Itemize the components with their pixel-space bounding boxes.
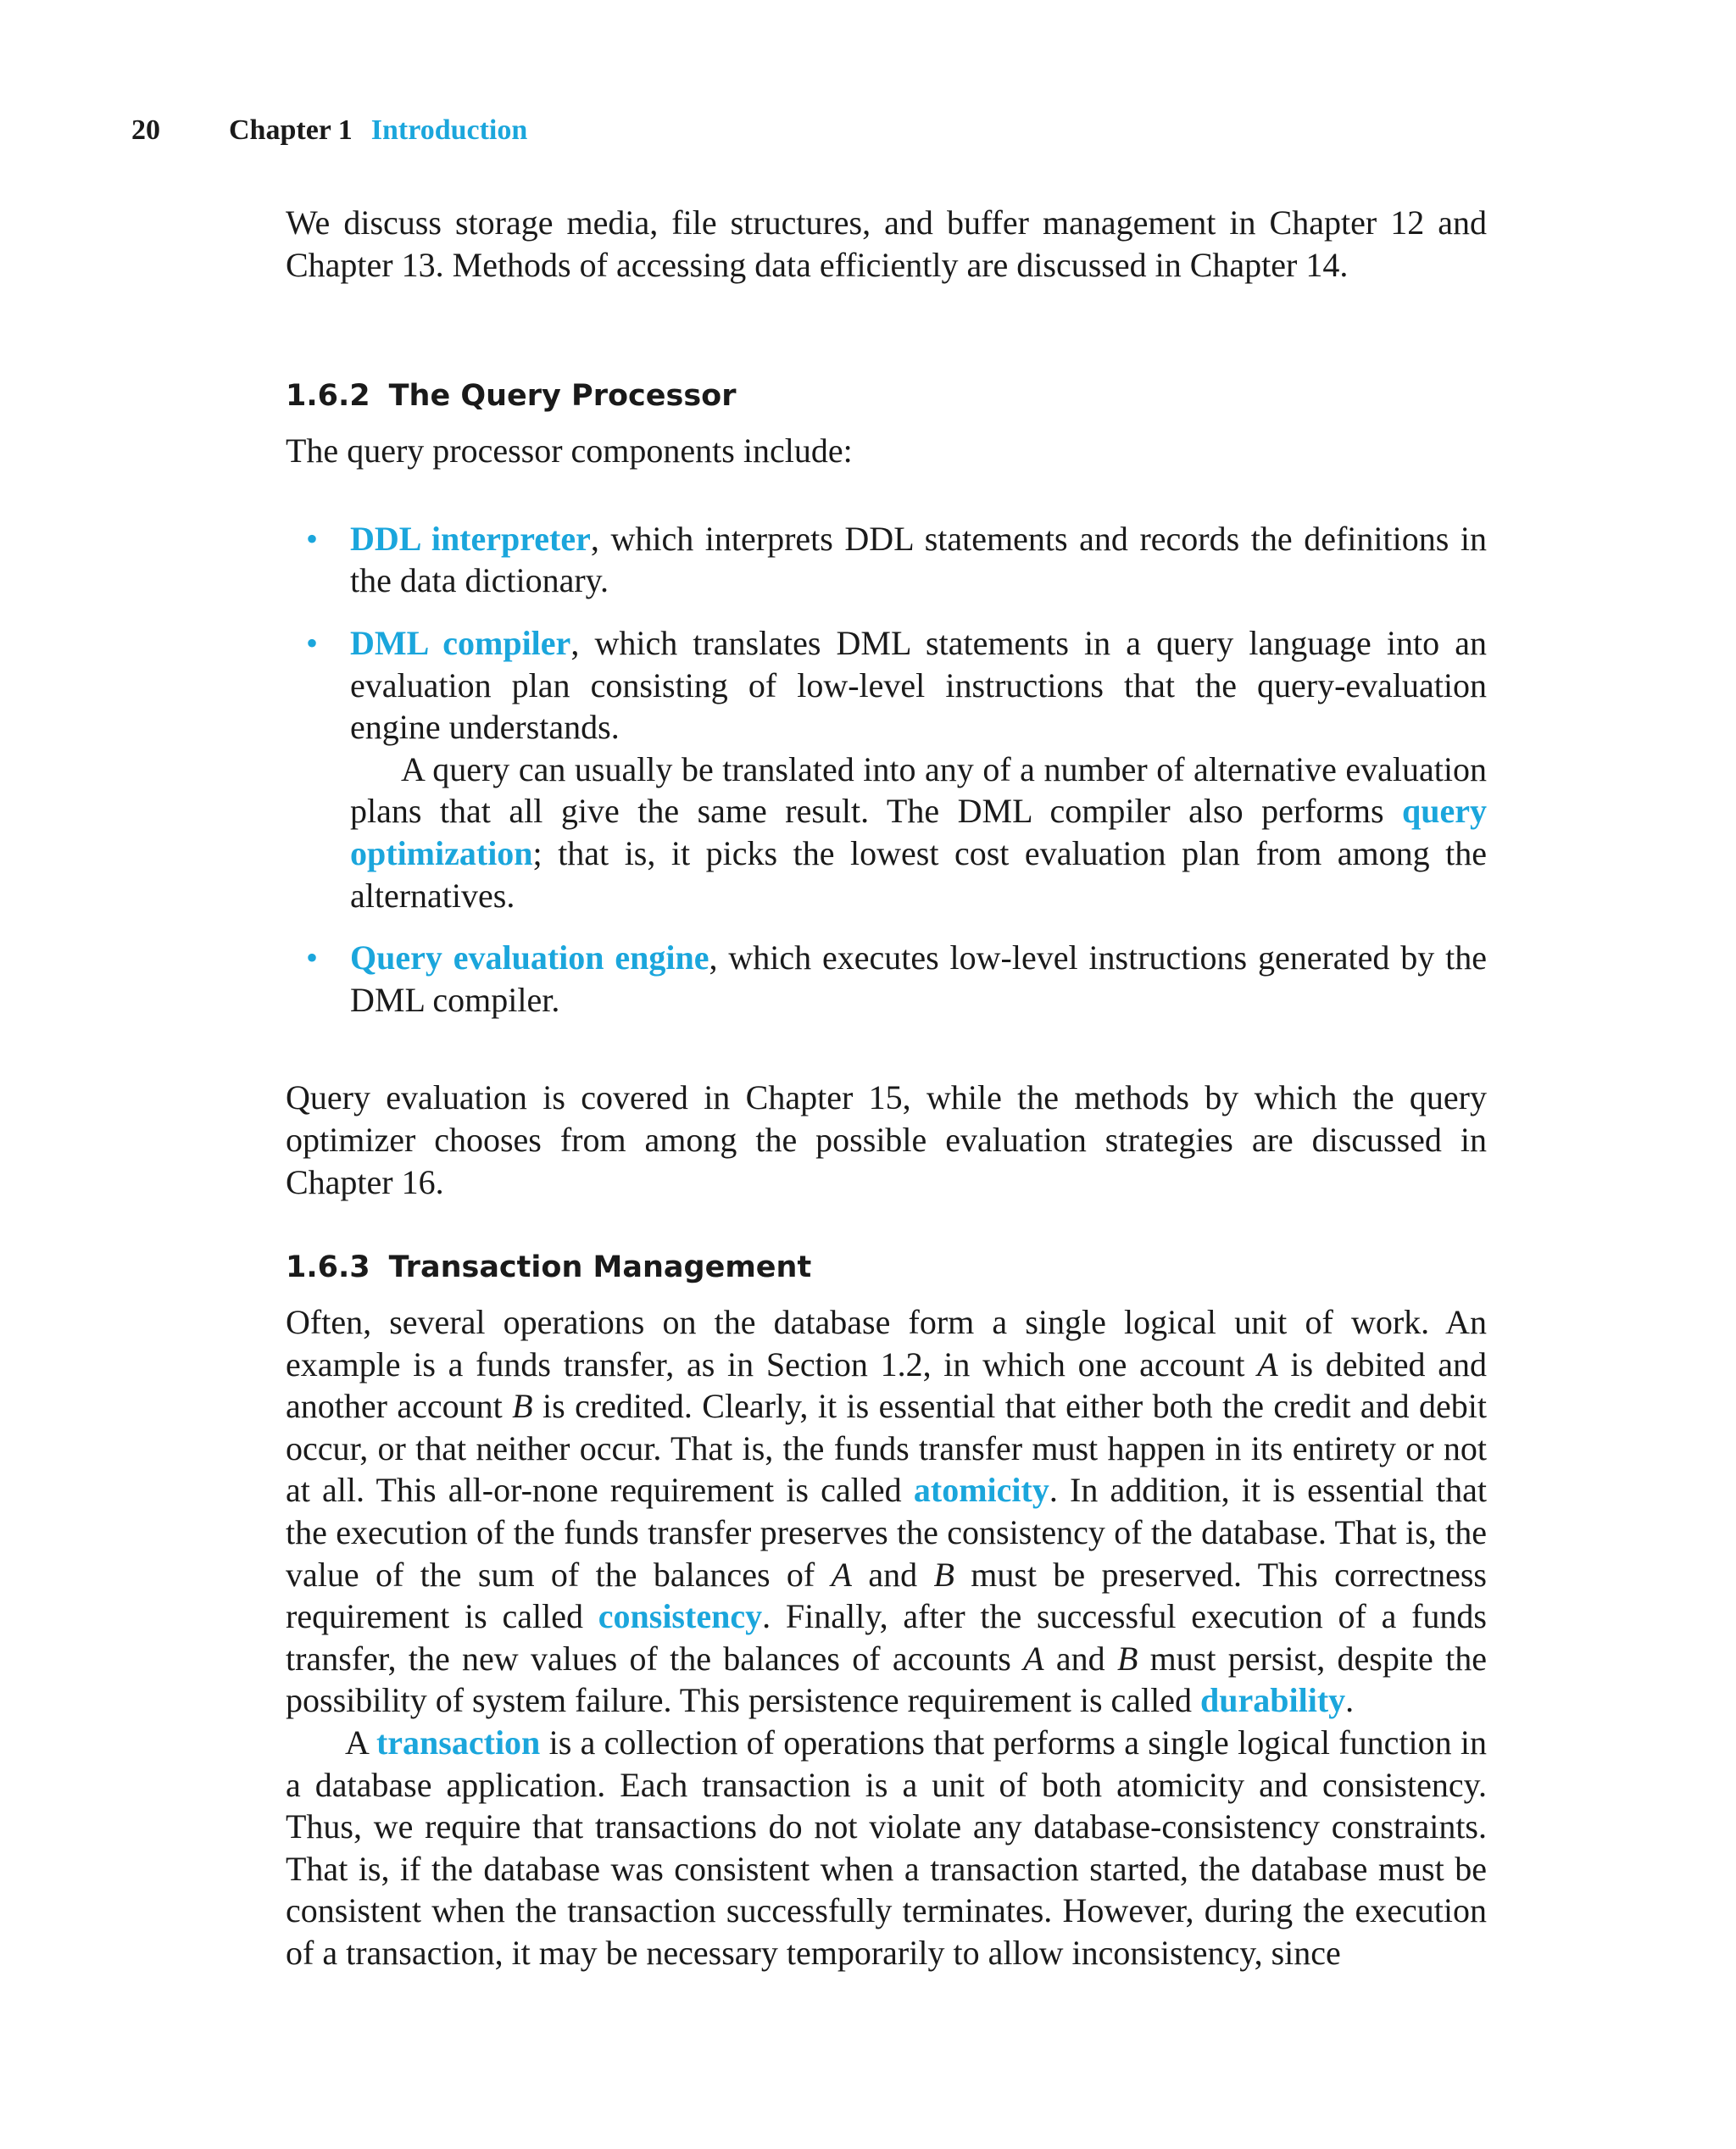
section-heading-1-6-3 (286, 1249, 1487, 1286)
chapter-title: Introduction (370, 114, 528, 146)
key-term: consistency (598, 1597, 763, 1636)
page-body (286, 202, 1487, 1974)
paragraph-transaction: A transaction is a collection of operations that performs a single logical function in a database application. Each transaction is a unit of both atomicity and consistency. Thus, we require that transactions do not violate any database-consistency constraints. That is, if the database was consistent when a transaction started, the database must be consistent when the transaction successfully terminates. However, during the execution of a transaction, it may be necessary temporarily to allow inconsistency, since (286, 1723, 1487, 1972)
page-number: 20 (131, 114, 160, 146)
item-text: , which executes low-level instructions generated by the DML compiler. (350, 938, 1487, 1019)
paragraph-atomicity: Often, several operations on the database form a single logical unit of work. An example is a funds transfer, as in Section 1.2, in which one account A is debited and another account B is credited. Clearly, it is essential that either both the credit and debit occur, or that neither occur. That is, the funds transfer must happen in its entirety or not at all. This all-or-none requirement is called atomicity. In addition, it is essential that the execution of the funds transfer preserves the consistency of the database. That is, the value of the sum of the balances of A and B must be preserved. This correctness requirement is called consistency. Finally, after the successful execution of a funds transfer, the new values of the balances of accounts A and B must persist, despite the possibility of system failure. This persistence requirement is called durability. (286, 1303, 1488, 1720)
section-lead: The query processor components include: (286, 431, 853, 470)
item-text: , which interprets DDL statements and records the definitions in the data dictionary. (350, 519, 1487, 600)
component-list (286, 518, 1487, 1022)
bullet-icon: • (306, 623, 319, 662)
key-term: DML compiler (350, 623, 571, 662)
key-term: DDL interpreter (350, 519, 591, 558)
section-number: 1.6.2 (286, 379, 370, 414)
section-number: 1.6.3 (286, 1250, 370, 1285)
closing-paragraph: Query evaluation is covered in Chapter 15, while the methods by which the query optimizer chooses from among the possible evaluation strategies are discussed in Chapter 16. (286, 1078, 1487, 1201)
section-title: The Query Processor (388, 379, 737, 414)
section-title: Transaction Management (388, 1250, 812, 1285)
intro-paragraph: We discuss storage media, file structures, and buffer management in Chapter 12 and Chapter 13. Methods of accessing data efficiently are discussed in Chapter 14. (286, 203, 1487, 284)
bullet-icon: • (306, 519, 319, 558)
key-term: Query evaluation engine (350, 938, 709, 977)
key-term: atomicity (913, 1471, 1049, 1510)
key-term: query optimization (350, 792, 1487, 872)
key-term: transaction (376, 1723, 541, 1762)
running-header (131, 112, 527, 149)
list-item (286, 937, 1487, 1021)
item-subparagraph: A query can usually be translated into any of a number of alternative evaluation plans that all give the same result. The DML compiler also performs query optimization; that is, it picks the lowest cost evaluation plan from among the alternatives. (350, 749, 1487, 915)
key-term: durability (1200, 1681, 1346, 1720)
item-text: , which translates DML statements in a query language into an evaluation plan consisting of low-level instructions that the query-evaluation engine understands. (350, 623, 1488, 747)
bullet-icon: • (306, 938, 319, 977)
list-item (286, 518, 1487, 602)
list-item (286, 622, 1487, 916)
chapter-label: Chapter 1 (229, 114, 353, 146)
section-heading-1-6-2 (286, 377, 1487, 415)
